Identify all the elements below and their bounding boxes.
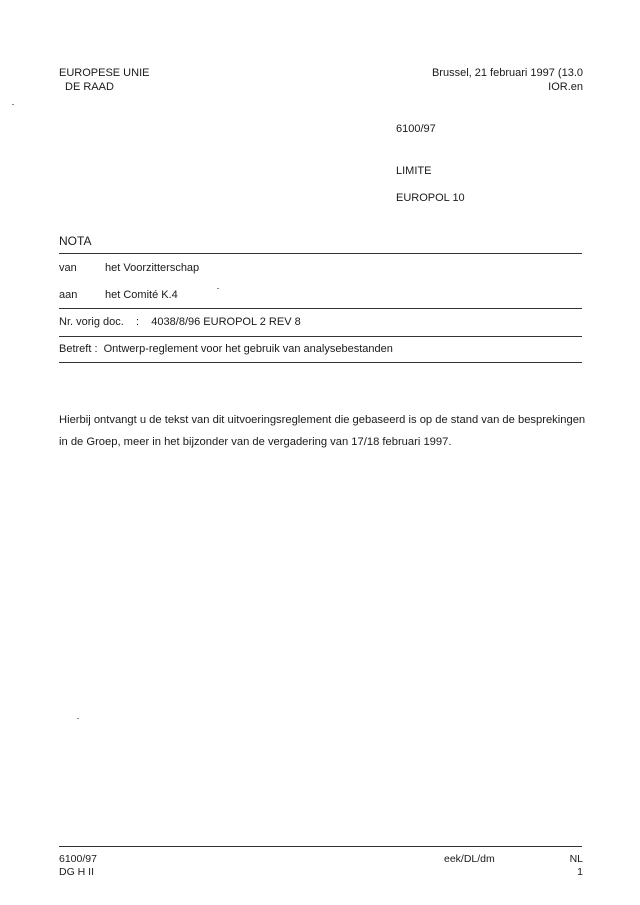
document-number: 6100/97 [396,123,436,135]
divider [59,362,582,363]
date-line: Brussel, 21 februari 1997 (13.0 [431,67,583,79]
footer-right [570,853,583,879]
classification: LIMITE [396,165,432,177]
document-code: EUROPOL 10 [396,192,465,204]
divider [59,253,582,254]
footer-department: DG H II [59,866,95,878]
divider [59,336,582,337]
to-label: aan [59,289,78,301]
organization-block [59,66,149,94]
footer-page-number: 1 [577,866,583,878]
from-value: het Voorzitterschap [105,262,200,274]
scan-speck [12,104,14,105]
body-paragraph: Hierbij ontvangt u de tekst van dit uitvoeringsreglement die gebaseerd is op de stand van de besprekingen in de Groep, meer in het bijzonder van de vergadering van 17/18 februari 1997. [59,414,586,448]
to-value: het Comité K.4 [105,289,178,301]
language-code: IOR.en [548,81,583,93]
footer-language: NL [569,853,583,865]
scan-speck [217,288,219,289]
footer-left [59,853,97,879]
org-body: DE RAAD [65,81,114,93]
date-block [432,66,583,94]
footer-document-number: 6100/97 [59,853,97,865]
note-title: NOTA [59,234,92,248]
subject-line: Betreft : Ontwerp-reglement voor het gebruik van analysebestanden [59,343,393,355]
scan-speck [77,718,79,719]
org-name: EUROPESE UNIE [59,67,150,79]
divider [59,308,582,309]
previous-document-reference: Nr. vorig doc. : 4038/8/96 EUROPOL 2 REV 8 [59,316,301,328]
footer-initials: eek/DL/dm [444,853,495,865]
footer-divider [59,846,582,847]
from-label: van [59,262,77,274]
